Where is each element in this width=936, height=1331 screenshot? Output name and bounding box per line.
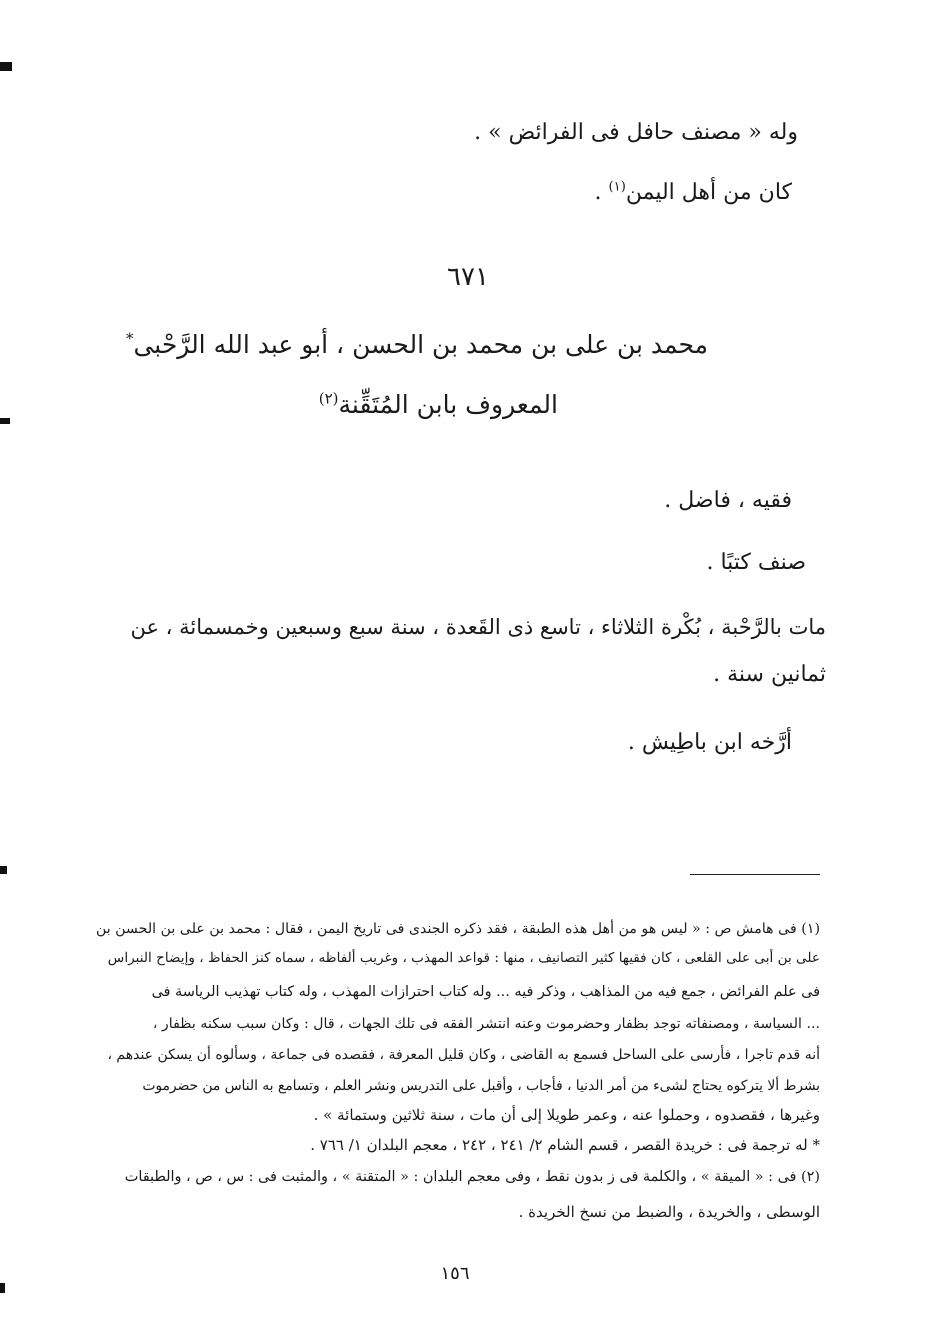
- footnote-1-line: أنه قدم تاجرا ، فأرسى على الساحل فسمع به القاضى ، وكان قليل المعرفة ، فقصده فى جماعة ، وسألوه أن يسكن عندهم ،: [107, 1047, 820, 1063]
- scan-edge-mark: [0, 418, 10, 424]
- body-paragraph-3-line-2: ثمانين سنة .: [713, 662, 826, 687]
- footnote-star: * له ترجمة فى : خريدة القصر ، قسم الشام ٢/ ٢٤١ ، ٢٤٢ ، معجم البلدان ١/ ٧٦٦ .: [310, 1136, 820, 1154]
- footnote-1-line: بشرط ألا يتركوه يحتاج لشىء من أمر الدنيا ، فأجاب ، وأقبل على التدريس ونشر العلم ، وتسامع به الناس من حضرموت: [142, 1078, 820, 1094]
- top-line-1: وله « مصنف حافل فى الفرائض » .: [474, 120, 798, 145]
- footnote-ref-2: (٢): [318, 389, 339, 408]
- entry-known-as-text: المعروف بابن المُتَقِّنة: [338, 390, 558, 419]
- footnote-2-line: الوسطى ، والخريدة ، والضبط من نسخ الخريدة .: [518, 1203, 820, 1221]
- entry-name: [126, 330, 708, 359]
- page-number: ١٥٦: [440, 1263, 470, 1284]
- footnote-1-line: (١) فى هامش ص : « ليس هو من أهل هذه الطبقة ، فقد ذكره الجندى فى تاريخ اليمن ، فقال : محمد بن على بن الحسن بن: [95, 921, 820, 937]
- entry-name-text: محمد بن على بن محمد بن الحسن ، أبو عبد الله الرَّحْبى: [133, 330, 708, 359]
- top-line-2-text: كان من أهل اليمن: [625, 180, 792, 205]
- footnote-1-line: على بن أبى على القلعى ، كان فقيها كثير التصانيف ، منها : قواعد المهذب ، وغريب ألفاظه ، سماه كنز الحفاظ ، وإيضاح النبراس: [107, 950, 820, 966]
- body-paragraph-1: فقيه ، فاضل .: [664, 488, 792, 513]
- top-line-2-end: .: [594, 180, 609, 205]
- scan-edge-mark: [0, 1283, 5, 1293]
- top-line-2: [594, 178, 792, 208]
- entry-number: ٦٧١: [447, 262, 489, 292]
- body-paragraph-4: أرَّخه ابن باطِيش .: [627, 730, 792, 755]
- footnote-1-line: فى علم الفرائض ، جمع فيه من المذاهب ، وذكر فيه ... وله كتاب احترازات المهذب ، وله كتاب تهذيب الرياسة فى: [151, 984, 820, 1000]
- body-paragraph-2: صنف كتبًا .: [706, 550, 806, 575]
- footnote-ref-1: (١): [608, 179, 626, 195]
- footnote-1-line: ... السياسة ، ومصنفاته توجد بظفار وحضرموت وعنه انتشر الفقه فى تلك الجهات ، قال : وكان سبب سكنه بظفار ،: [152, 1016, 820, 1032]
- footnote-separator: [690, 874, 820, 875]
- scan-edge-mark: [0, 62, 12, 71]
- footnote-1-line: وغيرها ، فقصدوه ، وحملوا عنه ، وعمر طويلا إلى أن مات ، سنة ثلاثين وستمائة » .: [313, 1106, 820, 1124]
- star-footnote-ref: *: [125, 329, 134, 348]
- footnote-2-line: (٢) فى : « الميقة » ، والكلمة فى ز بدون نقط ، وفى معجم البلدان : « المتقنة » ، والمثبت فى : س ، ص ، والطبقات: [124, 1169, 820, 1185]
- entry-known-as: [319, 390, 558, 419]
- scan-edge-mark: [0, 866, 7, 874]
- body-paragraph-3-line-1: مات بالرَّحْبة ، بُكْرة الثلاثاء ، تاسع ذى القَعدة ، سنة سبع وسبعين وخمسمائة ، عن: [130, 615, 826, 639]
